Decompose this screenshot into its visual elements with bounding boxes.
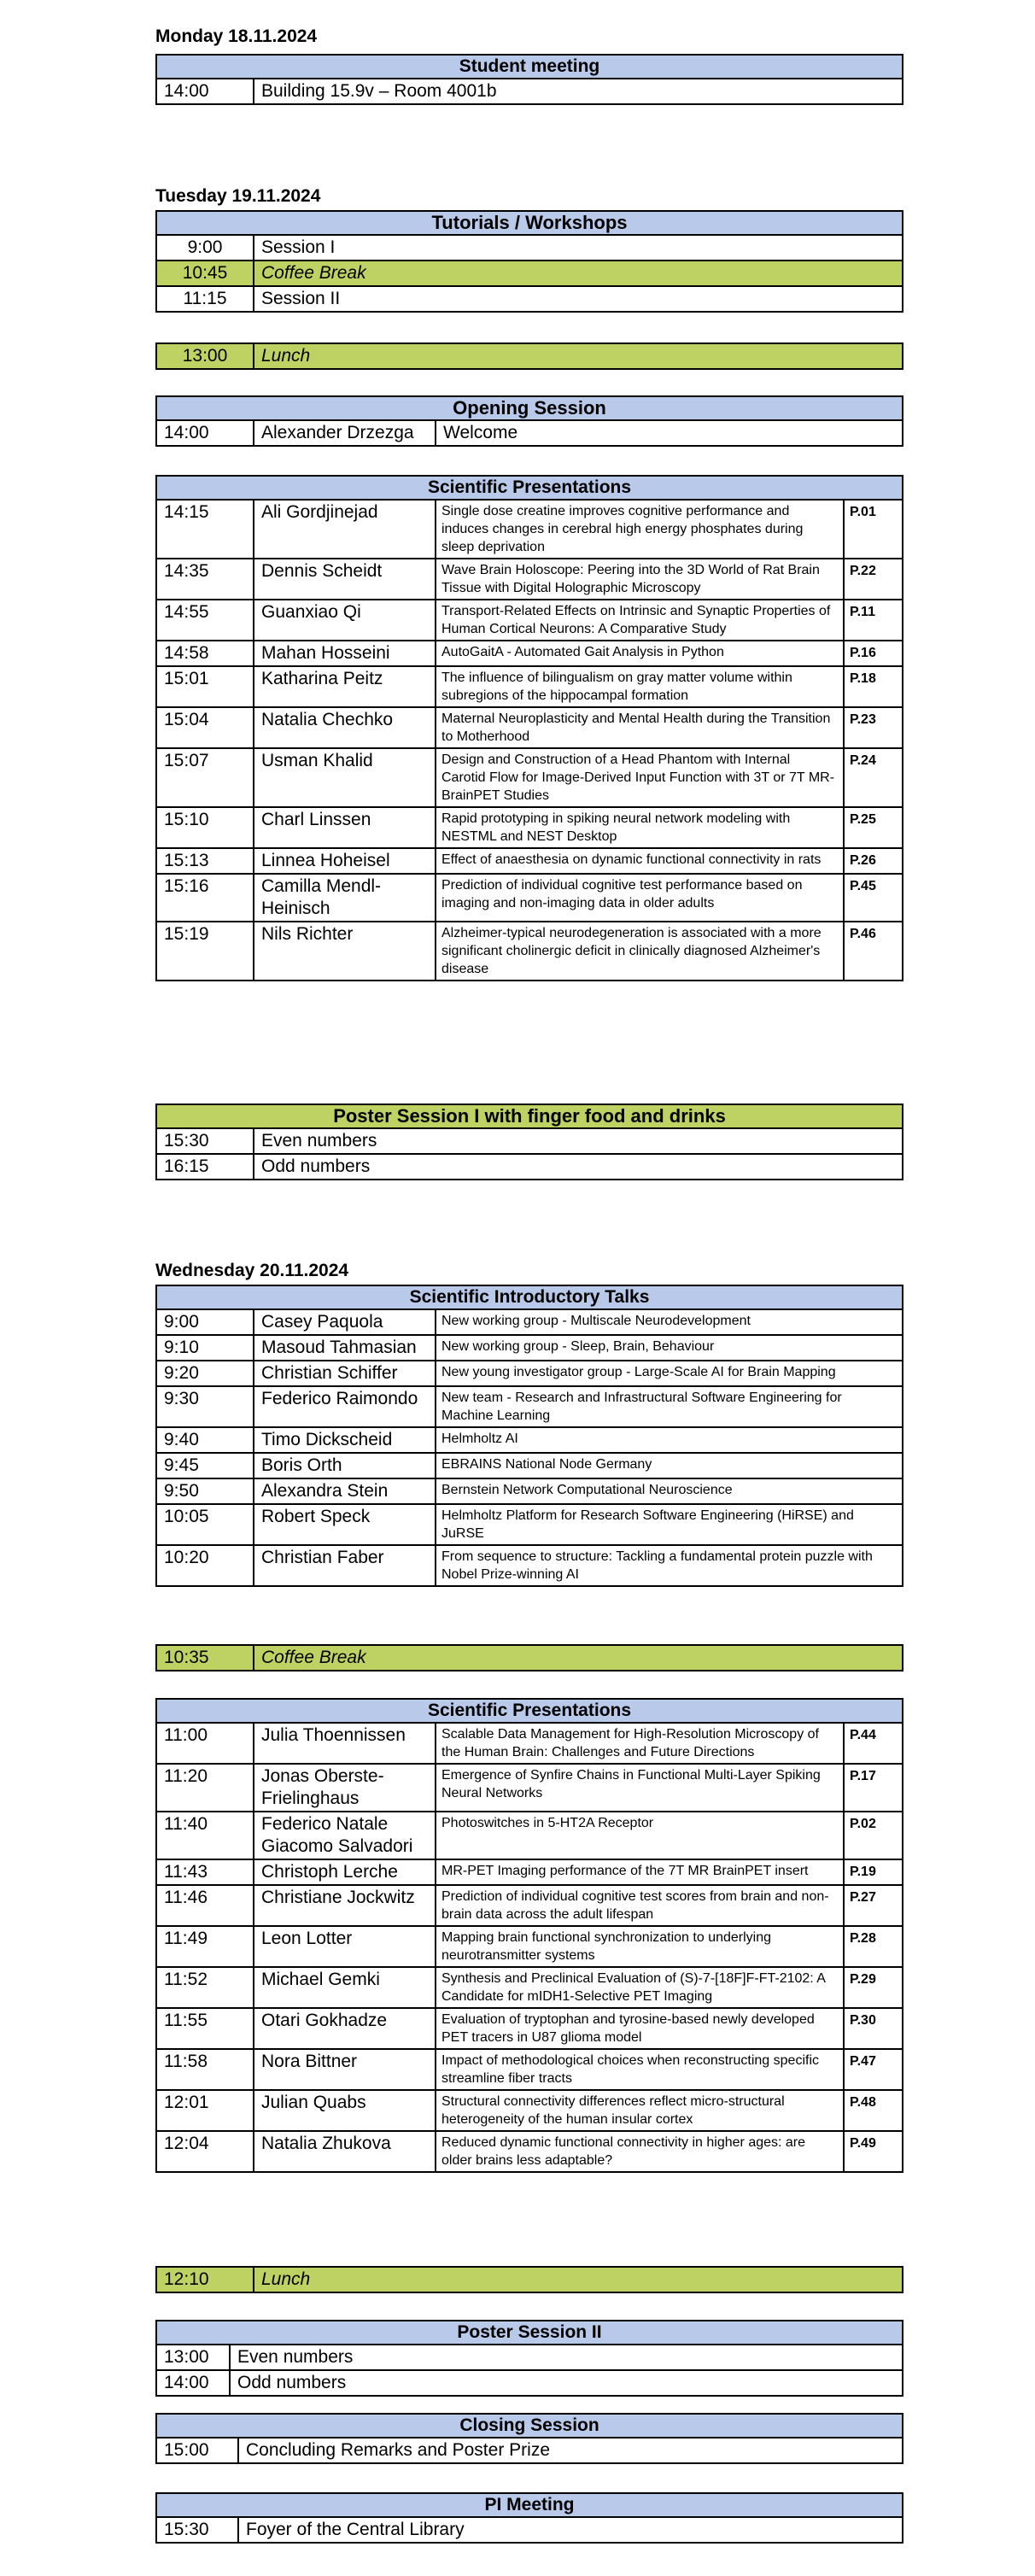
day-heading-wednesday: Wednesday 20.11.2024: [155, 1261, 349, 1280]
poster-code-cell: P.24: [844, 748, 903, 807]
talk-title-cell: Transport-Related Effects on Intrinsic and Synaptic Properties of Human Cortical Neurons: A Comparative Study: [436, 600, 844, 641]
table-row: [156, 1478, 903, 1504]
time-cell: 14:00: [156, 420, 254, 446]
time-cell: 12:10: [156, 2267, 254, 2292]
table-row: [156, 2345, 903, 2370]
table-row: [156, 1859, 903, 1885]
poster-code-cell: P.01: [844, 500, 903, 559]
coffee-break-row: [156, 261, 903, 286]
topic-cell: Welcome: [436, 420, 903, 446]
talk-title-cell: Evaluation of tryptophan and tyrosine-based newly developed PET tracers in U87 glioma model: [436, 2008, 844, 2049]
time-cell: 9:00: [156, 235, 254, 261]
table-row: [156, 2517, 903, 2543]
table-row: [156, 874, 903, 922]
table-row: [156, 500, 903, 559]
group-cell: Even numbers: [230, 2345, 903, 2370]
speaker-cell: Christoph Lerche: [254, 1859, 436, 1885]
table-row: [156, 2008, 903, 2049]
time-cell: 11:46: [156, 1885, 254, 1926]
time-cell: 11:20: [156, 1764, 254, 1812]
talk-title-cell: Prediction of individual cognitive test performance based on imaging and non-imaging data in older adults: [436, 874, 844, 922]
talk-title-cell: Reduced dynamic functional connectivity in higher ages: are older brains less adaptable?: [436, 2131, 844, 2172]
table-row: [156, 1926, 903, 1967]
time-cell: 9:20: [156, 1361, 254, 1386]
table-header: Closing Session: [156, 2414, 903, 2438]
speaker-cell: Katharina Peitz: [254, 666, 436, 707]
opening-session-table: [155, 395, 903, 447]
time-cell: 12:01: [156, 2090, 254, 2131]
table-header: Tutorials / Workshops: [156, 211, 903, 235]
table-row: [156, 1154, 903, 1180]
time-cell: 11:55: [156, 2008, 254, 2049]
speaker-cell: Timo Dickscheid: [254, 1427, 436, 1453]
topic-cell: Helmholtz AI: [436, 1427, 903, 1453]
topic-cell: Helmholtz Platform for Research Software Engineering (HiRSE) and JuRSE: [436, 1504, 903, 1545]
talk-title-cell: Synthesis and Preclinical Evaluation of (S)-7-[18F]F-FT-2102: A Candidate for mIDH1-Selective PET Imaging: [436, 1967, 844, 2008]
time-cell: 11:40: [156, 1812, 254, 1859]
time-cell: 15:30: [156, 1128, 254, 1154]
speaker-cell: Masoud Tahmasian: [254, 1335, 436, 1361]
talk-title-cell: Maternal Neuroplasticity and Mental Health during the Transition to Motherhood: [436, 707, 844, 748]
lunch-cell: Lunch: [254, 343, 903, 369]
table-row: [156, 1967, 903, 2008]
table-row: [156, 1361, 903, 1386]
poster-code-cell: P.19: [844, 1859, 903, 1885]
speaker-cell: Christian Schiffer: [254, 1361, 436, 1386]
time-cell: 9:40: [156, 1427, 254, 1453]
talk-title-cell: Wave Brain Holoscope: Peering into the 3D World of Rat Brain Tissue with Digital Holographic Microscopy: [436, 559, 844, 600]
table-row: [156, 1427, 903, 1453]
poster-code-cell: P.49: [844, 2131, 903, 2172]
poster-code-cell: P.11: [844, 600, 903, 641]
poster-code-cell: P.26: [844, 848, 903, 874]
speaker-cell: Christiane Jockwitz: [254, 1885, 436, 1926]
lunch-row: [156, 343, 903, 369]
table-row: [156, 848, 903, 874]
presentations-table-tuesday: [155, 475, 903, 981]
talk-title-cell: Alzheimer-typical neurodegeneration is associated with a more significant cholinergic deficit in clinically diagnosed Alzheimer's disease: [436, 922, 844, 981]
table-row: [156, 1335, 903, 1361]
tutorials-table: [155, 210, 903, 313]
table-row: [156, 1128, 903, 1154]
time-cell: 13:00: [156, 343, 254, 369]
time-cell: 10:45: [156, 261, 254, 286]
poster-code-cell: P.25: [844, 807, 903, 848]
poster-code-cell: P.46: [844, 922, 903, 981]
group-cell: Even numbers: [254, 1128, 903, 1154]
time-cell: 15:19: [156, 922, 254, 981]
talk-title-cell: Prediction of individual cognitive test scores from brain and non-brain data across the adult lifespan: [436, 1885, 844, 1926]
coffee-break-table: [155, 1644, 903, 1671]
time-cell: 10:20: [156, 1545, 254, 1586]
talk-title-cell: Rapid prototyping in spiking neural network modeling with NESTML and NEST Desktop: [436, 807, 844, 848]
talk-title-cell: Impact of methodological choices when reconstructing specific streamline fiber tracts: [436, 2049, 844, 2090]
speaker-cell: Alexandra Stein: [254, 1478, 436, 1504]
time-cell: 15:16: [156, 874, 254, 922]
lunch-cell: Lunch: [254, 2267, 903, 2292]
table-header: Student meeting: [156, 55, 903, 79]
day-heading-tuesday: Tuesday 19.11.2024: [155, 186, 321, 206]
time-cell: 9:50: [156, 1478, 254, 1504]
poster-code-cell: P.27: [844, 1885, 903, 1926]
time-cell: 11:15: [156, 286, 254, 312]
event-cell: Concluding Remarks and Poster Prize: [238, 2438, 903, 2463]
speaker-cell: Casey Paquola: [254, 1309, 436, 1335]
talk-title-cell: Single dose creatine improves cognitive performance and induces changes in cerebral high energy phosphates during sleep deprivation: [436, 500, 844, 559]
speaker-cell: Otari Gokhadze: [254, 2008, 436, 2049]
session-cell: Coffee Break: [254, 261, 903, 286]
time-cell: 14:58: [156, 641, 254, 666]
time-cell: 15:30: [156, 2517, 238, 2543]
table-row: [156, 748, 903, 807]
student-meeting-table: [155, 54, 903, 105]
table-row: [156, 1723, 903, 1764]
topic-cell: New young investigator group - Large-Scale AI for Brain Mapping: [436, 1361, 903, 1386]
poster-code-cell: P.02: [844, 1812, 903, 1859]
table-row: [156, 1885, 903, 1926]
time-cell: 14:00: [156, 79, 254, 104]
speaker-cell: Boris Orth: [254, 1453, 436, 1478]
session-cell: Session II: [254, 286, 903, 312]
table-row: [156, 922, 903, 981]
time-cell: 11:58: [156, 2049, 254, 2090]
topic-cell: From sequence to structure: Tackling a fundamental protein puzzle with Nobel Prize-winning AI: [436, 1545, 903, 1586]
time-cell: 16:15: [156, 1154, 254, 1180]
speaker-cell: Camilla Mendl-Heinisch: [254, 874, 436, 922]
time-cell: 13:00: [156, 2345, 230, 2370]
lunch-table: [155, 342, 903, 370]
time-cell: 10:05: [156, 1504, 254, 1545]
table-row: [156, 2370, 903, 2396]
table-row: [156, 559, 903, 600]
poster-code-cell: P.18: [844, 666, 903, 707]
talk-title-cell: Photoswitches in 5-HT2A Receptor: [436, 1812, 844, 1859]
talk-title-cell: Structural connectivity differences reflect micro-structural heterogeneity of the human insular cortex: [436, 2090, 844, 2131]
time-cell: 14:55: [156, 600, 254, 641]
speaker-cell: Natalia Chechko: [254, 707, 436, 748]
coffee-break-row: [156, 1645, 903, 1671]
poster-code-cell: P.16: [844, 641, 903, 666]
table-header: Scientific Introductory Talks: [156, 1285, 903, 1309]
group-cell: Odd numbers: [230, 2370, 903, 2396]
time-cell: 14:35: [156, 559, 254, 600]
table-row: [156, 2131, 903, 2172]
speaker-cell: Guanxiao Qi: [254, 600, 436, 641]
speaker-cell: Julian Quabs: [254, 2090, 436, 2131]
table-row: [156, 79, 903, 104]
speaker-cell: Julia Thoennissen: [254, 1723, 436, 1764]
poster-code-cell: P.22: [844, 559, 903, 600]
talk-title-cell: Effect of anaesthesia on dynamic functional connectivity in rats: [436, 848, 844, 874]
talk-title-cell: Emergence of Synfire Chains in Functional Multi-Layer Spiking Neural Networks: [436, 1764, 844, 1812]
lunch-row: [156, 2267, 903, 2292]
poster-code-cell: P.29: [844, 1967, 903, 2008]
table-row: [156, 1764, 903, 1812]
time-cell: 9:10: [156, 1335, 254, 1361]
table-row: [156, 2090, 903, 2131]
session-cell: Session I: [254, 235, 903, 261]
talk-title-cell: Design and Construction of a Head Phantom with Internal Carotid Flow for Image-Derived Input Function with 3T or 7T MR-BrainPET Studies: [436, 748, 844, 807]
table-row: [156, 1386, 903, 1427]
time-cell: 9:30: [156, 1386, 254, 1427]
table-row: [156, 420, 903, 446]
poster-code-cell: P.17: [844, 1764, 903, 1812]
presentations-table-wednesday: [155, 1698, 903, 2173]
closing-session-table: [155, 2413, 903, 2464]
topic-cell: New working group - Multiscale Neurodevelopment: [436, 1309, 903, 1335]
table-row: [156, 2049, 903, 2090]
speaker-cell: Usman Khalid: [254, 748, 436, 807]
table-row: [156, 2438, 903, 2463]
table-header: Poster Session I with finger food and drinks: [156, 1104, 903, 1128]
speaker-cell: Christian Faber: [254, 1545, 436, 1586]
speaker-cell: Ali Gordjinejad: [254, 500, 436, 559]
day-heading-monday: Monday 18.11.2024: [155, 26, 318, 46]
topic-cell: New working group - Sleep, Brain, Behaviour: [436, 1335, 903, 1361]
topic-cell: EBRAINS National Node Germany: [436, 1453, 903, 1478]
lunch-table-wednesday: [155, 2266, 903, 2293]
speaker-cell: Mahan Hosseini: [254, 641, 436, 666]
time-cell: 9:00: [156, 1309, 254, 1335]
time-cell: 15:00: [156, 2438, 238, 2463]
time-cell: 11:43: [156, 1859, 254, 1885]
table-row: [156, 600, 903, 641]
speaker-cell: Linnea Hoheisel: [254, 848, 436, 874]
table-header: Scientific Presentations: [156, 476, 903, 500]
speaker-cell: Michael Gemki: [254, 1967, 436, 2008]
time-cell: 11:52: [156, 1967, 254, 2008]
talk-title-cell: MR-PET Imaging performance of the 7T MR BrainPET insert: [436, 1859, 844, 1885]
speaker-cell: Nils Richter: [254, 922, 436, 981]
time-cell: 15:13: [156, 848, 254, 874]
time-cell: 11:00: [156, 1723, 254, 1764]
table-row: [156, 1545, 903, 1586]
table-row: [156, 1812, 903, 1859]
time-cell: 15:01: [156, 666, 254, 707]
talk-title-cell: The influence of bilingualism on gray matter volume within subregions of the hippocampal formation: [436, 666, 844, 707]
group-cell: Odd numbers: [254, 1154, 903, 1180]
location-cell: Foyer of the Central Library: [238, 2517, 903, 2543]
table-row: [156, 235, 903, 261]
table-row: [156, 666, 903, 707]
speaker-cell: Charl Linssen: [254, 807, 436, 848]
intro-talks-table: [155, 1285, 903, 1587]
table-row: [156, 1453, 903, 1478]
table-header: Scientific Presentations: [156, 1699, 903, 1723]
time-cell: 15:07: [156, 748, 254, 807]
time-cell: 15:10: [156, 807, 254, 848]
speaker-cell: Alexander Drzezga: [254, 420, 436, 446]
table-row: [156, 707, 903, 748]
time-cell: 12:04: [156, 2131, 254, 2172]
poster-code-cell: P.45: [844, 874, 903, 922]
speaker-cell: Jonas Oberste-Frielinghaus: [254, 1764, 436, 1812]
time-cell: 9:45: [156, 1453, 254, 1478]
speaker-cell: Robert Speck: [254, 1504, 436, 1545]
pi-meeting-table: [155, 2492, 903, 2544]
time-cell: 14:00: [156, 2370, 230, 2396]
table-header: PI Meeting: [156, 2493, 903, 2517]
time-cell: 14:15: [156, 500, 254, 559]
speaker-cell: Natalia Zhukova: [254, 2131, 436, 2172]
table-row: [156, 641, 903, 666]
poster-session-2-table: [155, 2320, 903, 2397]
table-row: [156, 1504, 903, 1545]
poster-code-cell: P.28: [844, 1926, 903, 1967]
talk-title-cell: Scalable Data Management for High-Resolution Microscopy of the Human Brain: Challenges and Future Directions: [436, 1723, 844, 1764]
talk-title-cell: Mapping brain functional synchronization to underlying neurotransmitter systems: [436, 1926, 844, 1967]
table-row: [156, 1309, 903, 1335]
poster-code-cell: P.48: [844, 2090, 903, 2131]
table-row: [156, 286, 903, 312]
poster-session-1-table: [155, 1104, 903, 1180]
poster-code-cell: P.23: [844, 707, 903, 748]
speaker-cell: Dennis Scheidt: [254, 559, 436, 600]
time-cell: 15:04: [156, 707, 254, 748]
speaker-cell: Federico Raimondo: [254, 1386, 436, 1427]
table-header: Poster Session II: [156, 2321, 903, 2345]
talk-title-cell: AutoGaitA - Automated Gait Analysis in Python: [436, 641, 844, 666]
table-row: [156, 807, 903, 848]
topic-cell: Bernstein Network Computational Neuroscience: [436, 1478, 903, 1504]
poster-code-cell: P.30: [844, 2008, 903, 2049]
time-cell: 11:49: [156, 1926, 254, 1967]
speaker-cell: Leon Lotter: [254, 1926, 436, 1967]
location-cell: Building 15.9v – Room 4001b: [254, 79, 903, 104]
table-header: Opening Session: [156, 396, 903, 420]
speaker-cell: Federico Natale Giacomo Salvadori: [254, 1812, 436, 1859]
speaker-cell: Nora Bittner: [254, 2049, 436, 2090]
topic-cell: New team - Research and Infrastructural Software Engineering for Machine Learning: [436, 1386, 903, 1427]
break-cell: Coffee Break: [254, 1645, 903, 1671]
poster-code-cell: P.47: [844, 2049, 903, 2090]
poster-code-cell: P.44: [844, 1723, 903, 1764]
time-cell: 10:35: [156, 1645, 254, 1671]
